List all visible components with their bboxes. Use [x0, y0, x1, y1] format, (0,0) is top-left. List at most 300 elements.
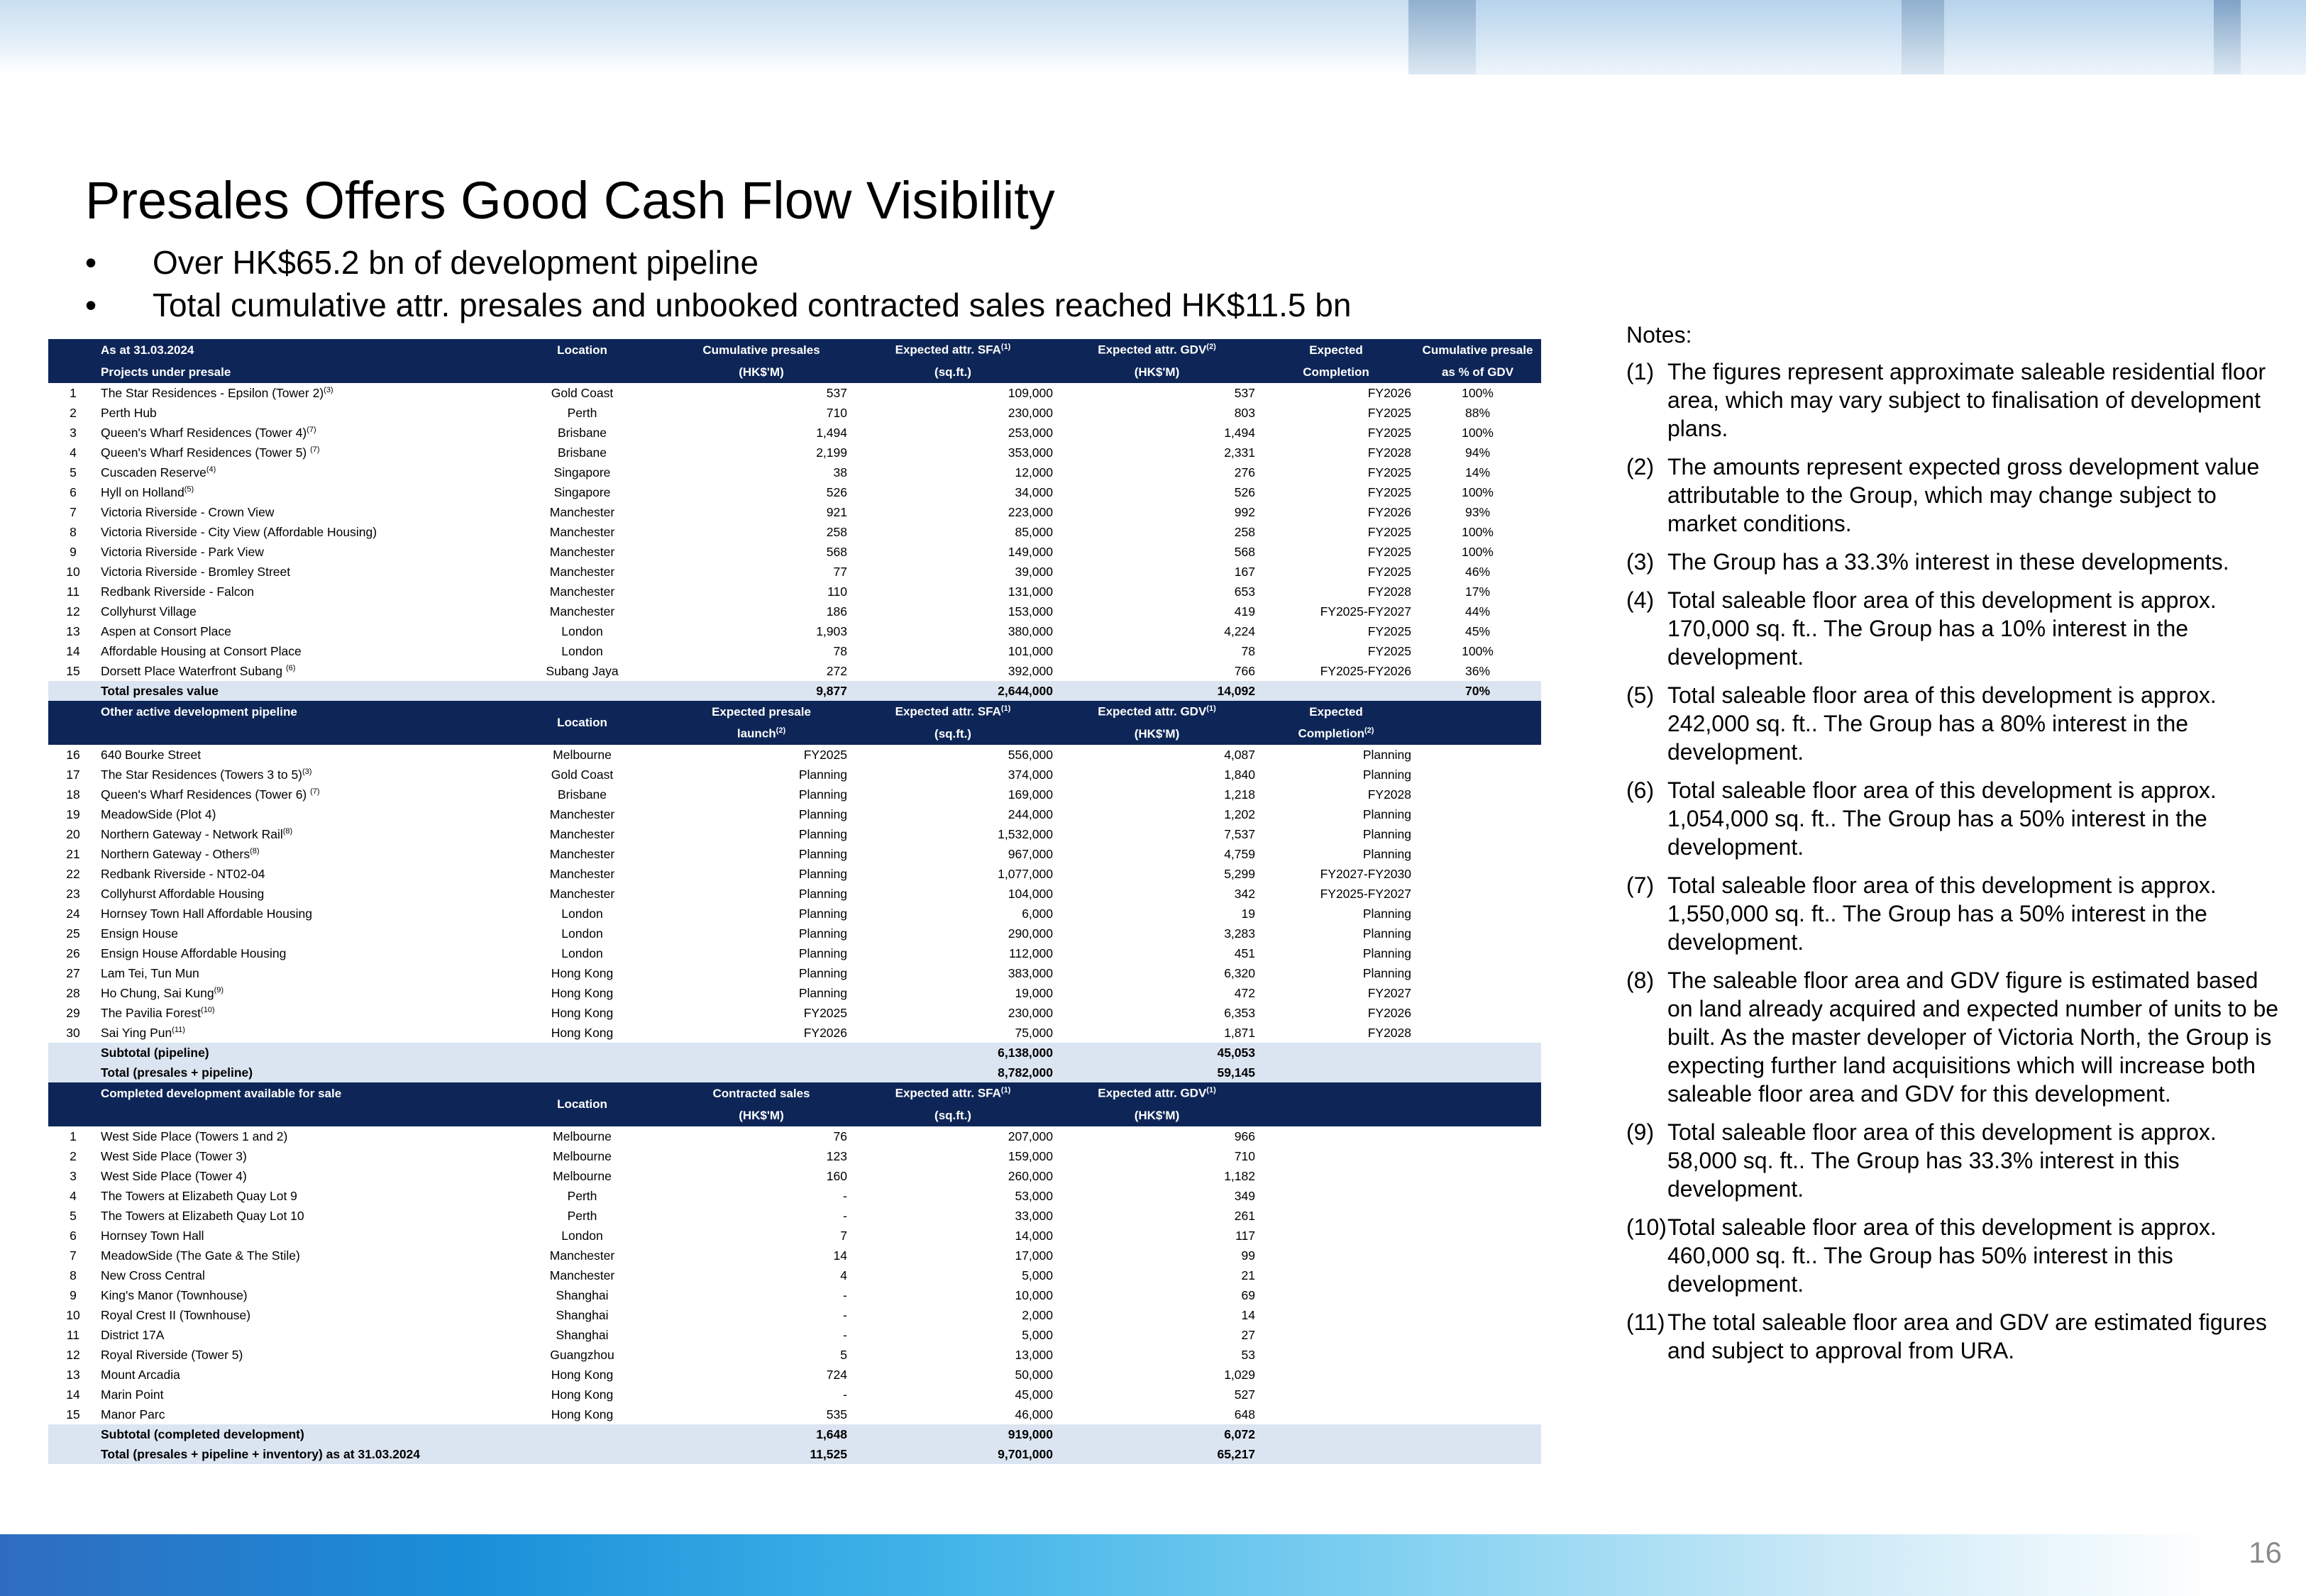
- expected-gdv: [1056, 1003, 1258, 1023]
- empty-cell: [1414, 1305, 1541, 1325]
- presale-pct: [1414, 502, 1541, 522]
- header-cell: [98, 723, 492, 745]
- total-cell: [48, 1043, 98, 1063]
- expected-sfa: [850, 1365, 1056, 1385]
- expected-completion-text: FY2025: [1367, 524, 1411, 539]
- row-number-text: 11: [66, 1327, 80, 1342]
- table-row: [48, 884, 1541, 904]
- row-number: [48, 522, 98, 542]
- table-row: [48, 482, 1541, 502]
- header-completion: [1258, 339, 1414, 361]
- expected-completion-text: Planning: [1362, 807, 1411, 821]
- project-name-text: The Towers at Elizabeth Quay Lot 9: [101, 1188, 297, 1203]
- expected-launch-text: Planning: [798, 826, 847, 841]
- table-row: [48, 1003, 1541, 1023]
- expected-sfa: [850, 1126, 1056, 1146]
- presales-header-row: [48, 361, 1541, 383]
- project-name: [98, 1126, 492, 1146]
- expected-sfa-text: 353,000: [1008, 445, 1053, 460]
- row-number-text: 27: [66, 965, 80, 980]
- project-location: [492, 462, 673, 482]
- page-number: 16: [2249, 1536, 2282, 1569]
- cumulative-presales: [673, 522, 850, 542]
- expected-sfa: [850, 641, 1056, 661]
- expected-gdv: [1056, 824, 1258, 844]
- empty-cell: [1414, 844, 1541, 864]
- row-number-text: 2: [70, 1148, 77, 1163]
- table-row: [48, 765, 1541, 785]
- table-row: [48, 522, 1541, 542]
- total-label-text: Total (presales + pipeline): [101, 1065, 253, 1080]
- expected-sfa-text: 14,000: [1015, 1228, 1053, 1243]
- contracted-sales-text: 724: [826, 1367, 847, 1382]
- project-name-text: West Side Place (Tower 3): [101, 1148, 247, 1163]
- project-name: [98, 1345, 492, 1365]
- row-number-text: 19: [66, 807, 80, 821]
- expected-sfa-text: 85,000: [1015, 524, 1053, 539]
- table-row: [48, 383, 1541, 403]
- header-gdv-text: Expected attr. GDV: [1098, 1086, 1207, 1100]
- header-gdv: [1056, 1082, 1258, 1104]
- header-cell: [48, 1082, 98, 1104]
- row-number: [48, 1246, 98, 1265]
- expected-completion: [1258, 804, 1414, 824]
- total-cell: [1414, 1043, 1541, 1063]
- project-location: [492, 1305, 673, 1325]
- expected-gdv: [1056, 1365, 1258, 1385]
- presale-pct-text: 100%: [1462, 425, 1494, 440]
- row-number: [48, 1126, 98, 1146]
- expected-completion-text: FY2026: [1367, 504, 1411, 519]
- expected-launch-text: Planning: [798, 985, 847, 1000]
- project-location-text: Manchester: [549, 1268, 615, 1282]
- header-location-text: Location: [557, 1097, 607, 1111]
- header-block: [2214, 0, 2241, 74]
- project-name: [98, 641, 492, 661]
- header-completion-2-text: Completion: [1298, 726, 1365, 741]
- expected-launch: [673, 1003, 850, 1023]
- expected-completion: [1258, 582, 1414, 602]
- project-location: [492, 1003, 673, 1023]
- project-location-text: London: [561, 643, 603, 658]
- subtotal-sfa-text: 6,138,000: [998, 1045, 1053, 1060]
- project-location-text: Brisbane: [557, 787, 607, 802]
- presale-pct-text: 93%: [1464, 504, 1491, 519]
- expected-gdv-text: 803: [1234, 405, 1255, 420]
- pipeline-header-row: [48, 701, 1541, 723]
- note-number: (9): [1626, 1119, 1655, 1145]
- expected-gdv: [1056, 542, 1258, 562]
- row-number-text: 2: [70, 405, 77, 420]
- expected-completion-text: FY2026: [1367, 1005, 1411, 1020]
- empty-cell: [1258, 1285, 1414, 1305]
- contracted-sales: [673, 1126, 850, 1146]
- project-location-text: Manchester: [549, 826, 615, 841]
- expected-sfa-text: 112,000: [1009, 946, 1053, 960]
- expected-gdv: [1056, 1404, 1258, 1424]
- expected-launch: [673, 804, 850, 824]
- project-name-text: The Pavilia Forest: [101, 1005, 202, 1020]
- total-sfa-text: 9,701,000: [998, 1446, 1053, 1461]
- row-number: [48, 582, 98, 602]
- note-item: [1626, 1213, 2286, 1298]
- project-name-text: Northern Gateway - Network Rail: [101, 826, 283, 841]
- cumulative-presales: [673, 423, 850, 443]
- notes-panel: [1626, 321, 2286, 1375]
- contracted-sales-text: 7: [840, 1228, 847, 1243]
- expected-completion-text: FY2027-FY2030: [1320, 866, 1411, 881]
- expected-completion-text: Planning: [1362, 846, 1411, 861]
- empty-cell: [1414, 943, 1541, 963]
- empty-cell: [1258, 1385, 1414, 1404]
- empty-cell: [1414, 963, 1541, 983]
- project-name-text: Ho Chung, Sai Kung: [101, 985, 214, 1000]
- note-text: The saleable floor area and GDV figure is estimated based on land already acquired and expected number of units to be built. As the master developer of Victoria North, the Group is expecting further land acquisitions which will increase both saleable floor area and GDV for this development.: [1667, 968, 2279, 1107]
- total-cell: [1258, 1444, 1414, 1464]
- cumulative-presales-text: 78: [833, 643, 847, 658]
- expected-sfa-text: 5,000: [1022, 1327, 1053, 1342]
- expected-sfa: [850, 621, 1056, 641]
- expected-launch-text: Planning: [798, 886, 847, 901]
- total-cell: [673, 1043, 850, 1063]
- pipeline-header-row: [48, 723, 1541, 745]
- expected-sfa-text: 380,000: [1008, 624, 1053, 638]
- project-location: [492, 1265, 673, 1285]
- expected-gdv: [1056, 1265, 1258, 1285]
- row-number: [48, 562, 98, 582]
- contracted-sales-text: -: [843, 1387, 847, 1402]
- project-name-text: Royal Riverside (Tower 5): [101, 1347, 243, 1362]
- table-row: [48, 423, 1541, 443]
- expected-completion: [1258, 824, 1414, 844]
- project-location-text: Brisbane: [557, 425, 607, 440]
- row-number-text: 14: [66, 1387, 80, 1402]
- expected-gdv: [1056, 1206, 1258, 1226]
- expected-gdv-text: 1,182: [1224, 1168, 1255, 1183]
- expected-gdv-text: 966: [1234, 1129, 1255, 1143]
- row-number-text: 12: [66, 1347, 80, 1362]
- empty-cell: [1258, 1345, 1414, 1365]
- total-sfa: [850, 681, 1056, 701]
- expected-completion: [1258, 1023, 1414, 1043]
- project-name-text: Queen's Wharf Residences (Tower 4): [101, 425, 307, 440]
- empty-cell: [1414, 785, 1541, 804]
- expected-sfa: [850, 542, 1056, 562]
- expected-sfa: [850, 844, 1056, 864]
- footnote-ref: (11): [172, 1025, 185, 1034]
- expected-gdv: [1056, 621, 1258, 641]
- expected-sfa: [850, 1265, 1056, 1285]
- row-number-text: 4: [70, 1188, 77, 1203]
- project-location-text: London: [561, 926, 603, 941]
- bullet-text: Total cumulative attr. presales and unbooked contracted sales reached HK$11.5 bn: [153, 287, 1352, 323]
- header-location: [492, 339, 673, 361]
- table-row: [48, 824, 1541, 844]
- expected-sfa: [850, 462, 1056, 482]
- total-sfa-text: 8,782,000: [998, 1065, 1053, 1080]
- expected-sfa-text: 2,000: [1022, 1307, 1053, 1322]
- row-number: [48, 804, 98, 824]
- empty-cell: [1414, 864, 1541, 884]
- project-name-text: Northern Gateway - Others: [101, 846, 250, 861]
- expected-sfa: [850, 482, 1056, 502]
- project-location: [492, 884, 673, 904]
- project-location: [492, 661, 673, 681]
- expected-sfa: [850, 1345, 1056, 1365]
- expected-gdv: [1056, 1226, 1258, 1246]
- project-location-text: Perth: [567, 1188, 597, 1203]
- expected-sfa: [850, 602, 1056, 621]
- project-location: [492, 1226, 673, 1246]
- project-location: [492, 482, 673, 502]
- expected-gdv-text: 27: [1241, 1327, 1255, 1342]
- expected-gdv-text: 276: [1234, 465, 1255, 480]
- expected-gdv: [1056, 924, 1258, 943]
- expected-gdv-text: 451: [1234, 946, 1255, 960]
- row-number: [48, 1265, 98, 1285]
- total-gdv-text: 59,145: [1217, 1065, 1255, 1080]
- cumulative-presales: [673, 661, 850, 681]
- header-sfa-unit-text: (sq.ft.): [934, 365, 971, 379]
- contracted-sales-text: 4: [840, 1268, 847, 1282]
- project-name-text: The Star Residences - Epsilon (Tower 2): [101, 385, 324, 400]
- header-location: [492, 701, 673, 745]
- footnote-ref: (5): [184, 484, 194, 494]
- row-number: [48, 1206, 98, 1226]
- note-text: The amounts represent expected gross development value attributable to the Group, which may change subject to market conditions.: [1667, 454, 2260, 536]
- expected-gdv: [1056, 1146, 1258, 1166]
- header-completion-2: [1258, 361, 1414, 383]
- expected-sfa: [850, 963, 1056, 983]
- header-sfa-text: Expected attr. SFA: [895, 704, 1001, 719]
- expected-completion: [1258, 462, 1414, 482]
- header-cell: [48, 723, 98, 745]
- header-gdv-unit-text: (HK$'M): [1134, 1108, 1180, 1122]
- total-cell: [492, 1043, 673, 1063]
- row-number-text: 15: [66, 1407, 80, 1422]
- expected-gdv-text: 1,029: [1224, 1367, 1255, 1382]
- project-name-text: Victoria Riverside - City View (Affordable Housing): [101, 524, 377, 539]
- project-location-text: Manchester: [549, 886, 615, 901]
- row-number-text: 25: [66, 926, 80, 941]
- expected-sfa: [850, 1246, 1056, 1265]
- project-location-text: Perth: [567, 405, 597, 420]
- row-number: [48, 502, 98, 522]
- project-name: [98, 745, 492, 765]
- notes-heading: Notes:: [1626, 322, 1692, 348]
- table-row: [48, 1325, 1541, 1345]
- expected-sfa-text: 45,000: [1015, 1387, 1053, 1402]
- bullet-symbol: •: [85, 244, 97, 281]
- contracted-sales-text: 123: [826, 1148, 847, 1163]
- expected-launch: [673, 864, 850, 884]
- cumulative-presales-text: 1,494: [816, 425, 847, 440]
- project-location-text: London: [561, 946, 603, 960]
- expected-completion: [1258, 621, 1414, 641]
- footnote-ref: (4): [206, 465, 216, 474]
- table-row: [48, 844, 1541, 864]
- project-location: [492, 1365, 673, 1385]
- header-sfa-text: Expected attr. SFA: [895, 343, 1001, 357]
- expected-completion: [1258, 641, 1414, 661]
- header-cell: [98, 1104, 492, 1126]
- table-row: [48, 745, 1541, 765]
- project-location-text: Singapore: [553, 465, 611, 480]
- completed-header-row: [48, 1104, 1541, 1126]
- total-pct: [1414, 681, 1541, 701]
- completed-header-row: [48, 1082, 1541, 1104]
- header-cell: [1258, 1082, 1414, 1104]
- project-location: [492, 983, 673, 1003]
- project-name-text: King's Manor (Townhouse): [101, 1287, 248, 1302]
- project-name-text: Victoria Riverside - Bromley Street: [101, 564, 291, 579]
- presale-pct-text: 100%: [1462, 643, 1494, 658]
- expected-sfa: [850, 522, 1056, 542]
- expected-gdv-text: 1,202: [1224, 807, 1255, 821]
- bullet-item: [85, 284, 1351, 326]
- bullet-item: [85, 241, 1351, 284]
- table-row: [48, 641, 1541, 661]
- total-sales-text: 11,525: [810, 1446, 847, 1461]
- project-location-text: London: [561, 906, 603, 921]
- project-name: [98, 924, 492, 943]
- row-number: [48, 1023, 98, 1043]
- expected-sfa: [850, 884, 1056, 904]
- total-cell: [492, 1424, 673, 1444]
- header-gdv-text: Expected attr. GDV: [1098, 704, 1207, 719]
- expected-gdv-text: 78: [1241, 643, 1255, 658]
- row-number-text: 9: [70, 544, 77, 559]
- expected-sfa: [850, 502, 1056, 522]
- table-row: [48, 1265, 1541, 1285]
- presale-pct-text: 44%: [1464, 604, 1491, 619]
- expected-completion: [1258, 562, 1414, 582]
- project-name: [98, 804, 492, 824]
- project-name-text: District 17A: [101, 1327, 165, 1342]
- expected-sfa: [850, 1146, 1056, 1166]
- project-location: [492, 1246, 673, 1265]
- project-location: [492, 1126, 673, 1146]
- expected-launch: [673, 745, 850, 765]
- row-number: [48, 844, 98, 864]
- row-number: [48, 602, 98, 621]
- header-completion-2-text: Completion: [1303, 365, 1369, 379]
- expected-gdv: [1056, 1325, 1258, 1345]
- expected-gdv-text: 6,353: [1224, 1005, 1255, 1020]
- expected-completion: [1258, 884, 1414, 904]
- table-row: [48, 1146, 1541, 1166]
- project-location-text: Perth: [567, 1208, 597, 1223]
- header-section: [98, 701, 492, 723]
- project-location: [492, 1285, 673, 1305]
- expected-sfa: [850, 1226, 1056, 1246]
- expected-gdv-text: 6,320: [1224, 965, 1255, 980]
- project-name: [98, 443, 492, 462]
- cumulative-presales-text: 526: [826, 484, 847, 499]
- expected-gdv: [1056, 602, 1258, 621]
- header-section-text: Projects under presale: [101, 365, 231, 379]
- expected-sfa-text: 290,000: [1008, 926, 1053, 941]
- subtotal-gdv-text: 45,053: [1217, 1045, 1255, 1060]
- note-item: [1626, 548, 2286, 576]
- note-text: Total saleable floor area of this development is approx. 170,000 sq. ft.. The Group has a 10% interest in the development.: [1667, 587, 2217, 670]
- project-name-text: Hornsey Town Hall: [101, 1228, 204, 1243]
- expected-sfa: [850, 1166, 1056, 1186]
- project-location: [492, 522, 673, 542]
- row-number: [48, 785, 98, 804]
- expected-gdv-text: 7,537: [1224, 826, 1255, 841]
- row-number-text: 16: [66, 747, 80, 762]
- expected-launch: [673, 924, 850, 943]
- table-row: [48, 1023, 1541, 1043]
- contracted-sales-text: 160: [826, 1168, 847, 1183]
- expected-gdv: [1056, 383, 1258, 403]
- cumulative-presales-text: 1,903: [816, 624, 847, 638]
- header-location-text: Location: [557, 343, 607, 357]
- note-item: [1626, 586, 2286, 671]
- project-name-text: Perth Hub: [101, 405, 157, 420]
- empty-cell: [1414, 1146, 1541, 1166]
- total-cell: [673, 1063, 850, 1082]
- project-name: [98, 824, 492, 844]
- expected-completion-text: Planning: [1362, 826, 1411, 841]
- row-number-text: 6: [70, 484, 77, 499]
- total-sfa-text: 2,644,000: [998, 683, 1053, 698]
- expected-launch: [673, 765, 850, 785]
- expected-sfa-text: 383,000: [1008, 965, 1053, 980]
- table-row: [48, 1126, 1541, 1146]
- expected-sfa: [850, 904, 1056, 924]
- contracted-sales: [673, 1305, 850, 1325]
- project-location-text: Manchester: [549, 544, 615, 559]
- presale-pct-text: 36%: [1464, 663, 1491, 678]
- expected-sfa: [850, 423, 1056, 443]
- row-number: [48, 383, 98, 403]
- header-as-at-text: As at 31.03.2024: [101, 343, 194, 357]
- empty-cell: [1258, 1305, 1414, 1325]
- cumulative-presales: [673, 562, 850, 582]
- empty-cell: [1414, 1385, 1541, 1404]
- empty-cell: [1414, 745, 1541, 765]
- expected-gdv: [1056, 641, 1258, 661]
- empty-cell: [1414, 1325, 1541, 1345]
- empty-cell: [1258, 1365, 1414, 1385]
- total-row: [48, 681, 1541, 701]
- expected-completion: [1258, 844, 1414, 864]
- contracted-sales: [673, 1385, 850, 1404]
- footnote-ref: (1): [1000, 704, 1011, 714]
- header-gdv-unit: [1056, 723, 1258, 745]
- project-location-text: Hong Kong: [551, 1025, 614, 1040]
- expected-sfa: [850, 765, 1056, 785]
- total-presales-text: 9,877: [816, 683, 847, 698]
- project-location-text: Melbourne: [553, 1148, 612, 1163]
- expected-completion-text: Planning: [1362, 767, 1411, 782]
- expected-sfa-text: 244,000: [1008, 807, 1053, 821]
- project-name-text: MeadowSide (Plot 4): [101, 807, 216, 821]
- header-gdv-unit-text: (HK$'M): [1134, 365, 1180, 379]
- header-gdv-unit: [1056, 361, 1258, 383]
- project-location-text: Shanghai: [556, 1287, 609, 1302]
- project-location: [492, 641, 673, 661]
- cumulative-presales: [673, 403, 850, 423]
- project-name-text: Manor Parc: [101, 1407, 165, 1422]
- project-location: [492, 1166, 673, 1186]
- header-section: [98, 361, 492, 383]
- project-name: [98, 1226, 492, 1246]
- project-name: [98, 582, 492, 602]
- table-row: [48, 943, 1541, 963]
